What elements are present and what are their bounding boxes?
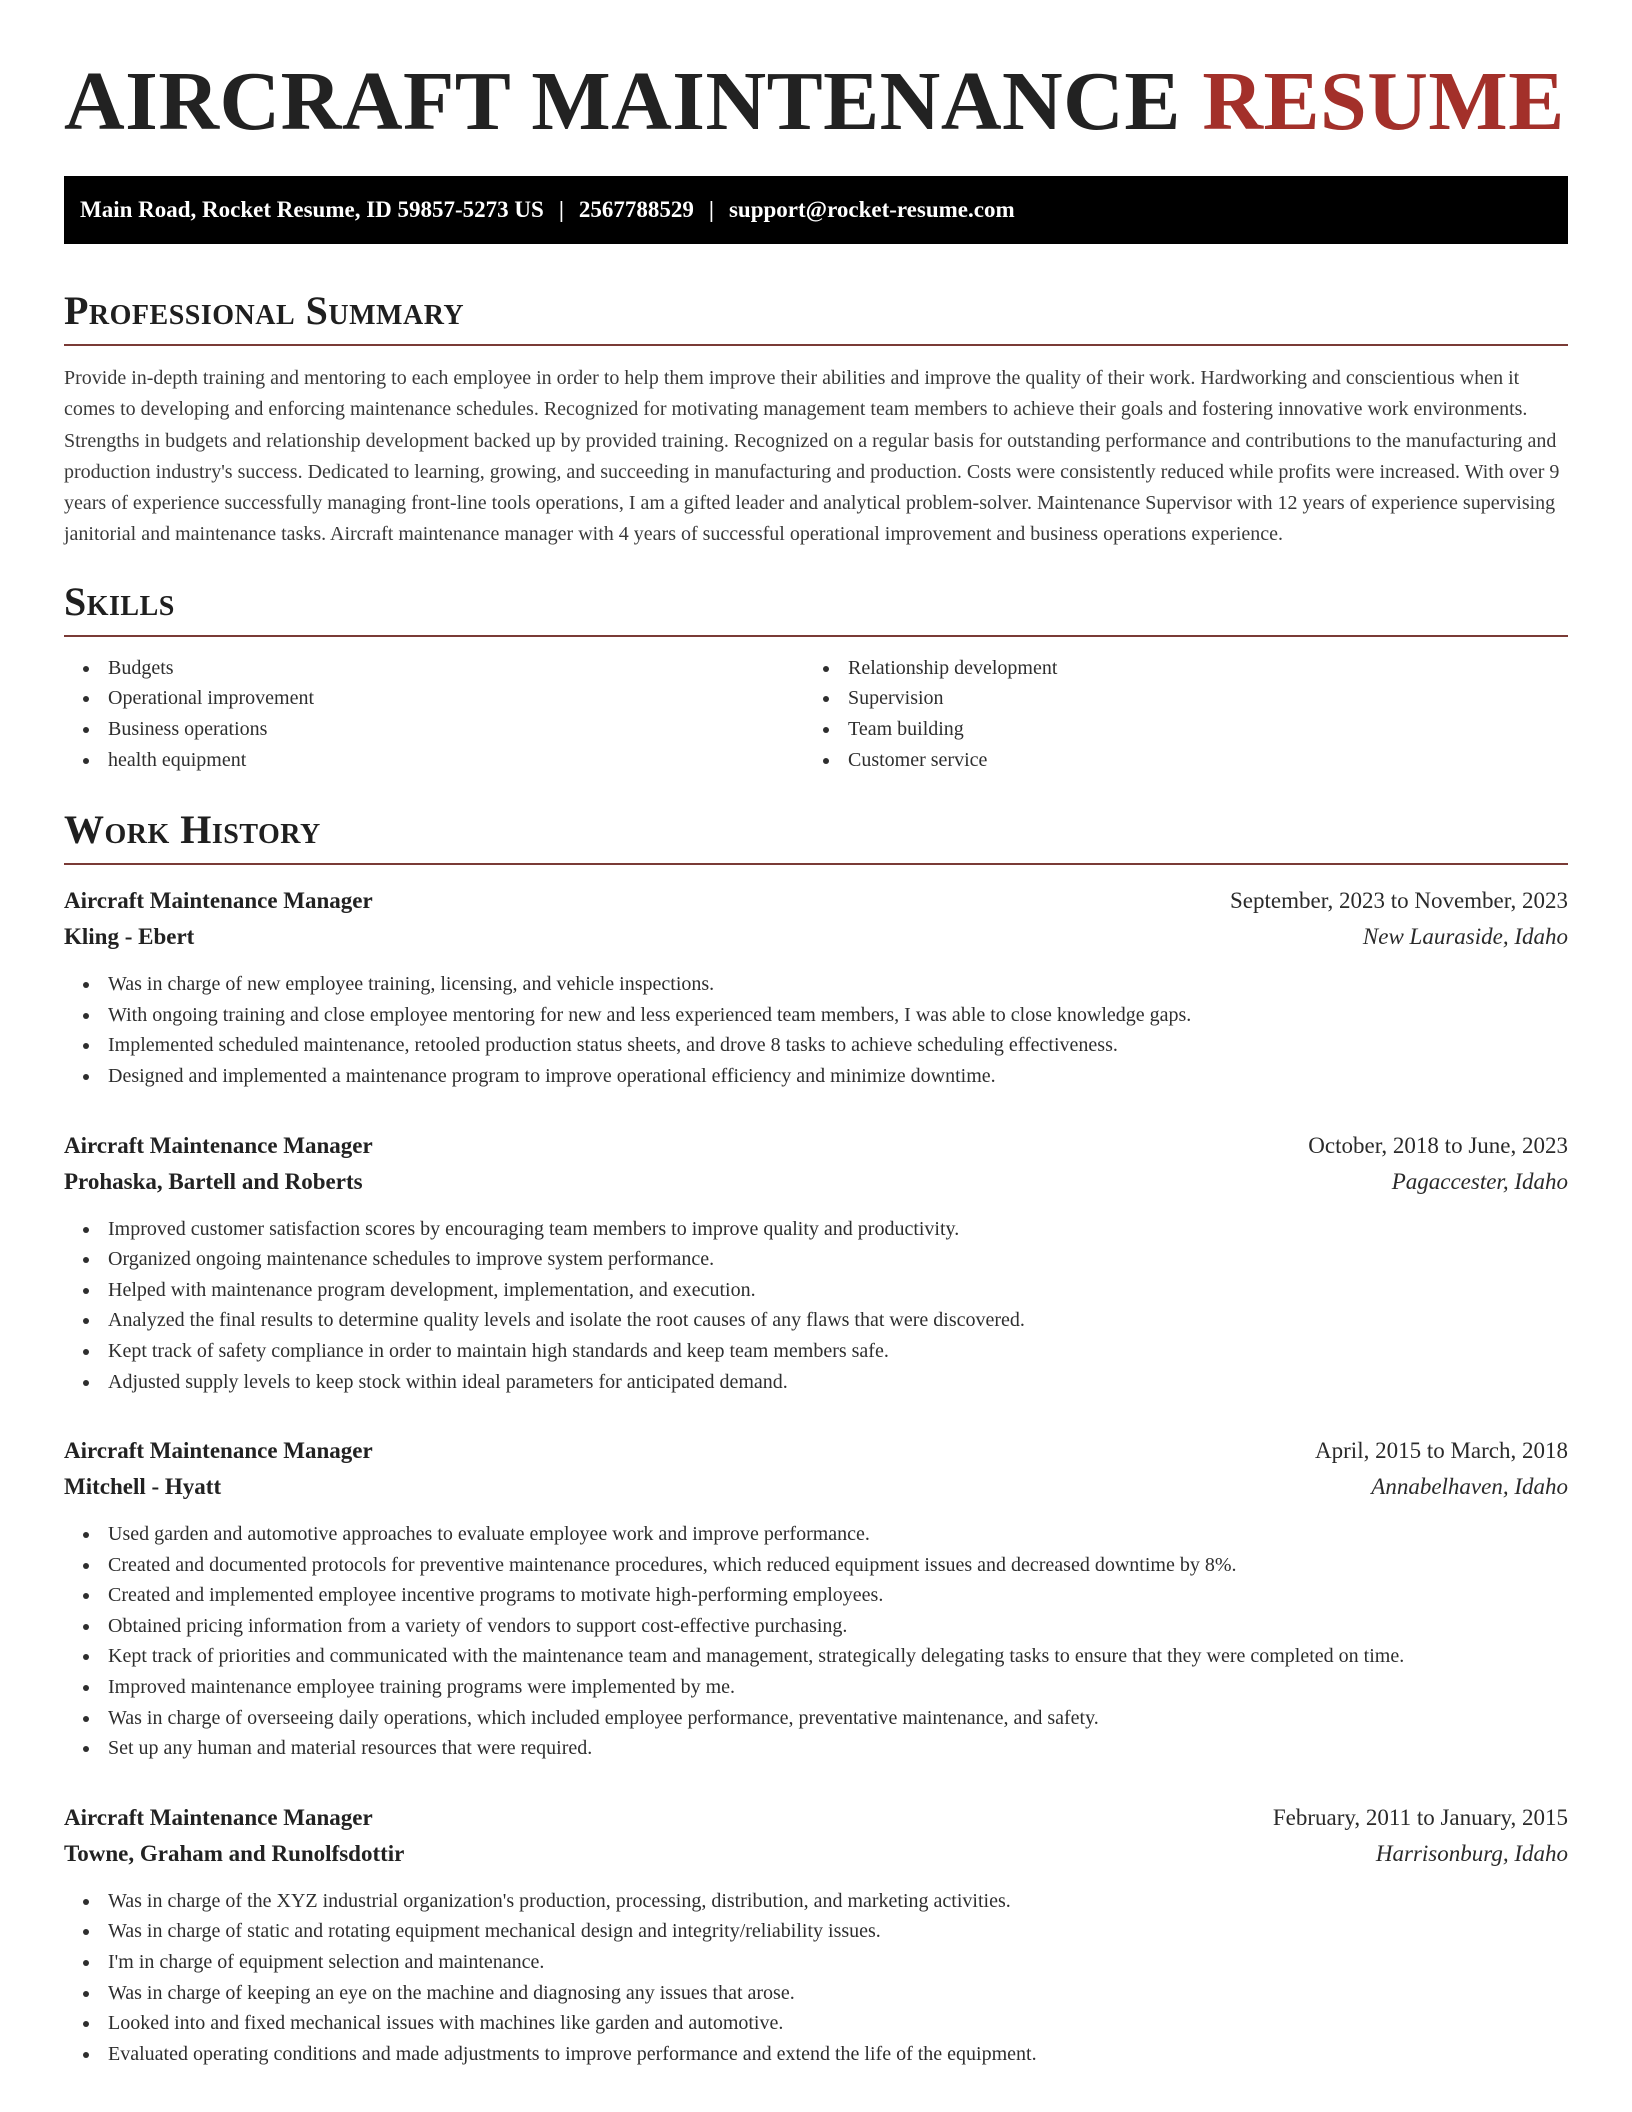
duty-item: Set up any human and material resources that were required. (64, 1733, 1568, 1764)
duty-item: Looked into and fixed mechanical issues with machines like garden and automotive. (64, 2008, 1568, 2039)
skill-item: Relationship development (804, 653, 1544, 684)
contact-bar (64, 176, 1568, 244)
job-company-row (64, 1164, 1568, 1200)
duty-item: Was in charge of the XYZ industrial organization's production, processing, distribution, and marketing activities. (64, 1886, 1568, 1917)
duty-item: Analyzed the final results to determine quality levels and isolate the root causes of any flaws that were discovered. (64, 1305, 1568, 1336)
job-company: Prohaska, Bartell and Roberts (64, 1168, 363, 1194)
skills-column-right (804, 653, 1544, 775)
duty-item: Obtained pricing information from a variety of vendors to support cost-effective purchasing. (64, 1611, 1568, 1642)
duty-item: Evaluated operating conditions and made adjustments to improve performance and extend the life of the equipment. (64, 2039, 1568, 2070)
skill-item: Supervision (804, 683, 1544, 714)
skills-list (64, 653, 1568, 775)
summary-text: Provide in-depth training and mentoring to each employee in order to help them improve their abilities and improve the quality of their work. Hardworking and conscientious when it comes to developing and enforcing maintenance schedules. Recognized for motivating management team members to achieve their goals and fostering innovative work environments. Strengths in budgets and relationship development backed up by provided training. Recognized on a regular basis for outstanding performance and contributions to the manufacturing and production industry's success. Dedicated to learning, growing, and succeeding in manufacturing and production. Costs were consistently reduced while profits were increased. With over 9 years of experience successfully managing front-line tools operations, I am a gifted leader and analytical problem-solver. Maintenance Supervisor with 12 years of experience supervising janitorial and maintenance tasks. Aircraft maintenance manager with 4 years of successful operational improvement and business operations experience. (64, 367, 1560, 546)
job-location: New Lauraside, Idaho (1362, 924, 1568, 950)
section-divider (64, 863, 1568, 865)
job-duties (64, 1214, 1568, 1398)
duty-item: Was in charge of keeping an eye on the machine and diagnosing any issues that arose. (64, 1978, 1568, 2009)
contact-email: support@rocket-resume.com (728, 197, 1015, 222)
skill-item: Customer service (804, 745, 1544, 776)
skills-heading: Skills (64, 578, 175, 624)
skill-item: Business operations (64, 714, 804, 745)
contact-phone: 2567788529 (578, 197, 694, 222)
contact-separator: | (708, 197, 714, 222)
job-header-row (64, 1433, 1568, 1469)
duty-item: Helped with maintenance program development, implementation, and execution. (64, 1275, 1568, 1306)
section-divider (64, 635, 1568, 637)
duty-item: Was in charge of overseeing daily operations, which included employee performance, preventative maintenance, and safety. (64, 1703, 1568, 1734)
duty-item: Created and documented protocols for preventive maintenance procedures, which reduced equipment issues and decreased downtime by 8%. (64, 1550, 1568, 1581)
job-dates: February, 2011 to January, 2015 (1272, 1804, 1568, 1830)
skill-item: health equipment (64, 745, 804, 776)
job-company: Kling - Ebert (64, 924, 195, 950)
resume-title (64, 0, 1568, 152)
duty-item: Implemented scheduled maintenance, retooled production status sheets, and drove 8 tasks to achieve scheduling effectiveness. (64, 1030, 1568, 1061)
job-duties (64, 969, 1568, 1091)
job-company: Towne, Graham and Runolfsdottir (64, 1840, 405, 1866)
resume-page (64, 0, 1568, 2069)
job-entry (64, 1800, 1568, 2070)
job-title: Aircraft Maintenance Manager (64, 1804, 373, 1830)
job-entry (64, 1128, 1568, 1398)
job-entry (64, 883, 1568, 1091)
skills-column-left (64, 653, 804, 775)
job-company-row (64, 1469, 1568, 1505)
job-dates: September, 2023 to November, 2023 (1230, 888, 1568, 914)
job-header-row (64, 1128, 1568, 1164)
job-duties (64, 1886, 1568, 2070)
duty-item: Created and implemented employee incentive programs to motivate high-performing employees. (64, 1580, 1568, 1611)
duty-item: Designed and implemented a maintenance program to improve operational efficiency and minimize downtime. (64, 1061, 1568, 1092)
job-location: Pagaccester, Idaho (1391, 1168, 1568, 1194)
title-main: AIRCRAFT MAINTENANCE (64, 55, 1181, 148)
duty-item: Was in charge of static and rotating equipment mechanical design and integrity/reliability issues. (64, 1916, 1568, 1947)
job-header-row (64, 1800, 1568, 1836)
job-title: Aircraft Maintenance Manager (64, 1132, 373, 1158)
job-title: Aircraft Maintenance Manager (64, 888, 373, 914)
job-entry (64, 1433, 1568, 1764)
contact-address: Main Road, Rocket Resume, ID 59857-5273 US (80, 197, 544, 222)
duty-item: Organized ongoing maintenance schedules to improve system performance. (64, 1244, 1568, 1275)
duty-item: Adjusted supply levels to keep stock within ideal parameters for anticipated demand. (64, 1367, 1568, 1398)
job-title: Aircraft Maintenance Manager (64, 1438, 373, 1464)
duty-item: Improved maintenance employee training programs were implemented by me. (64, 1672, 1568, 1703)
job-dates: October, 2018 to June, 2023 (1308, 1132, 1568, 1158)
duty-item: I'm in charge of equipment selection and maintenance. (64, 1947, 1568, 1978)
summary-heading: Professional Summary (64, 288, 465, 333)
job-company-row (64, 1836, 1568, 1872)
job-company-row (64, 919, 1568, 955)
work-history-heading: Work History (64, 807, 321, 853)
duty-item: With ongoing training and close employee mentoring for new and less experienced team members, I was able to close knowledge gaps. (64, 1000, 1568, 1031)
skill-item: Team building (804, 714, 1544, 745)
section-divider (64, 344, 1568, 346)
contact-separator: | (558, 197, 564, 222)
title-accent: RESUME (1202, 55, 1565, 148)
skill-item: Operational improvement (64, 683, 804, 714)
duty-item: Kept track of safety compliance in order to maintain high standards and keep team members safe. (64, 1336, 1568, 1367)
job-location: Harrisonburg, Idaho (1375, 1840, 1568, 1866)
job-dates: April, 2015 to March, 2018 (1315, 1438, 1568, 1464)
skill-item: Budgets (64, 653, 804, 684)
job-company: Mitchell - Hyatt (64, 1474, 222, 1500)
duty-item: Used garden and automotive approaches to evaluate employee work and improve performance. (64, 1519, 1568, 1550)
job-location: Annabelhaven, Idaho (1371, 1474, 1568, 1500)
duty-item: Kept track of priorities and communicated with the maintenance team and management, strategically delegating tasks to ensure that they were completed on time. (64, 1641, 1568, 1672)
job-duties (64, 1519, 1568, 1764)
job-header-row (64, 883, 1568, 919)
duty-item: Improved customer satisfaction scores by encouraging team members to improve quality and productivity. (64, 1214, 1568, 1245)
duty-item: Was in charge of new employee training, licensing, and vehicle inspections. (64, 969, 1568, 1000)
